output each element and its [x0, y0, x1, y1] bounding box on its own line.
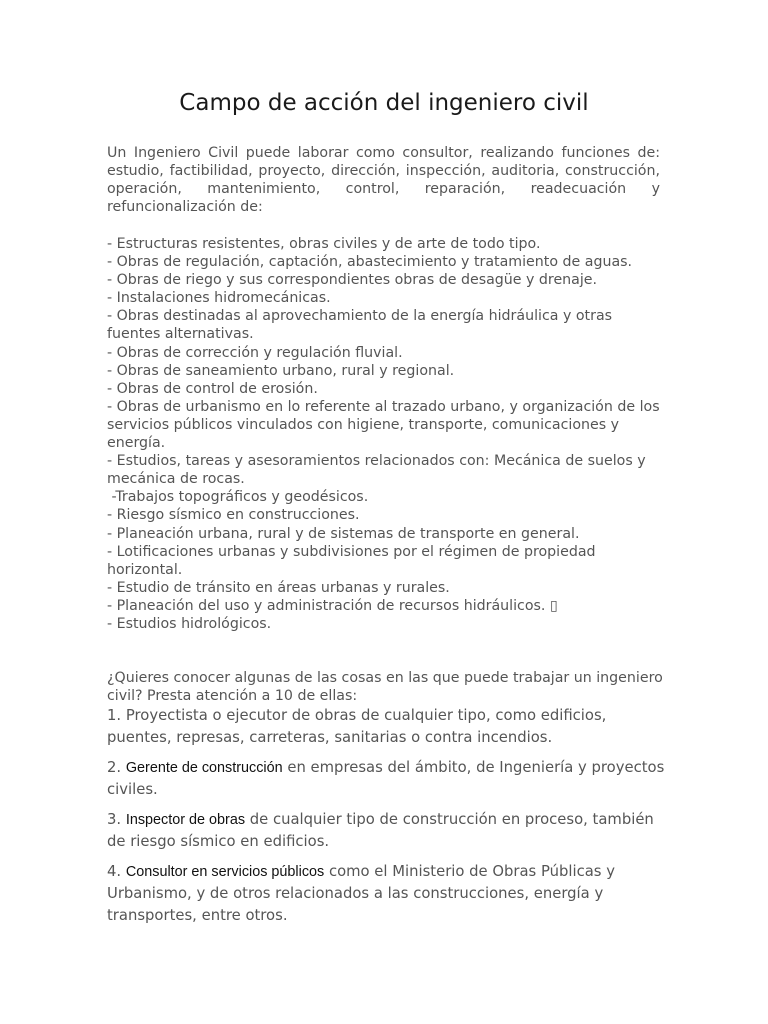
point-3 — [107, 809, 667, 853]
list-item: - Estudio de tránsito en áreas urbanas y rurales. — [107, 579, 450, 596]
point-text: Proyectista o ejecutor de obras de cualquier tipo, como edificios, puentes, represas, carreteras, sanitarias o contra incendios. — [107, 707, 607, 746]
point-text: en empresas del ámbito, de Ingeniería y proyectos civiles. — [107, 759, 665, 798]
point-number: 4. — [107, 863, 122, 880]
document-title: Campo de acción del ingeniero civil — [179, 90, 589, 116]
point-role: Inspector de obras — [125, 812, 246, 828]
list-item: - Instalaciones hidromecánicas. — [107, 290, 331, 307]
point-role: Gerente de construcción — [125, 760, 283, 776]
list-item: - Planeación del uso y administración de recursos hidráulicos. ▯ — [107, 597, 558, 614]
point-text: como el Ministerio de Obras Públicas y Urbanismo, y de otros relacionados a las construcciones, energía y transportes, entre otros. — [107, 863, 615, 924]
list-item: - Obras de regulación, captación, abastecimiento y tratamiento de aguas. — [107, 254, 633, 271]
point-text: de cualquier tipo de construcción en proceso, también de riesgo sísmico en edificios. — [107, 811, 654, 850]
list-item: - Obras de riego y sus correspondientes obras de desagüe y drenaje. — [107, 272, 598, 289]
point-2 — [107, 757, 667, 801]
intro-paragraph: Un Ingeniero Civil puede laborar como consultor, realizando funciones de: estudio, factibilidad, proyecto, dirección, inspección, auditoria, construcción, operación, mantenimiento, control, reparación, readecuación y refuncionalización de: — [107, 145, 660, 215]
list-item: -Trabajos topográficos y geodésicos. — [107, 489, 369, 506]
list-item: - Estudios hidrológicos. — [107, 615, 272, 632]
list-item: - Riesgo sísmico en construcciones. — [107, 507, 360, 524]
point-1 — [107, 705, 667, 749]
list-item: - Planeación urbana, rural y de sistemas de transporte en general. — [107, 525, 580, 542]
point-role: Consultor en servicios públicos — [125, 864, 325, 880]
point-number: 2. — [107, 759, 122, 776]
point-4 — [107, 861, 667, 927]
list-item: - Obras de corrección y regulación fluvial. — [107, 344, 403, 361]
list-item: - Estudios, tareas y asesoramientos relacionados con: Mecánica de suelos y mecánica de rocas. — [107, 453, 646, 488]
question-paragraph: ¿Quieres conocer algunas de las cosas en las que puede trabajar un ingeniero civil? Presta atención a 10 de ellas: — [107, 670, 663, 704]
list-item: - Obras de urbanismo en lo referente al trazado urbano, y organización de los servicios públicos vinculados con higiene, transporte, comunicaciones y energía. — [107, 398, 660, 452]
point-number: 3. — [107, 811, 122, 828]
list-item: - Lotificaciones urbanas y subdivisiones por el régimen de propiedad horizontal. — [107, 543, 596, 578]
list-item: - Estructuras resistentes, obras civiles y de arte de todo tipo. — [107, 236, 541, 252]
list-item: - Obras de saneamiento urbano, rural y regional. — [107, 362, 455, 379]
list-item: - Obras destinadas al aprovechamiento de la energía hidráulica y otras fuentes alternativas. — [107, 308, 613, 343]
point-number: 1. — [107, 707, 122, 724]
list-item: - Obras de control de erosión. — [107, 380, 318, 397]
activities-list — [107, 235, 667, 633]
